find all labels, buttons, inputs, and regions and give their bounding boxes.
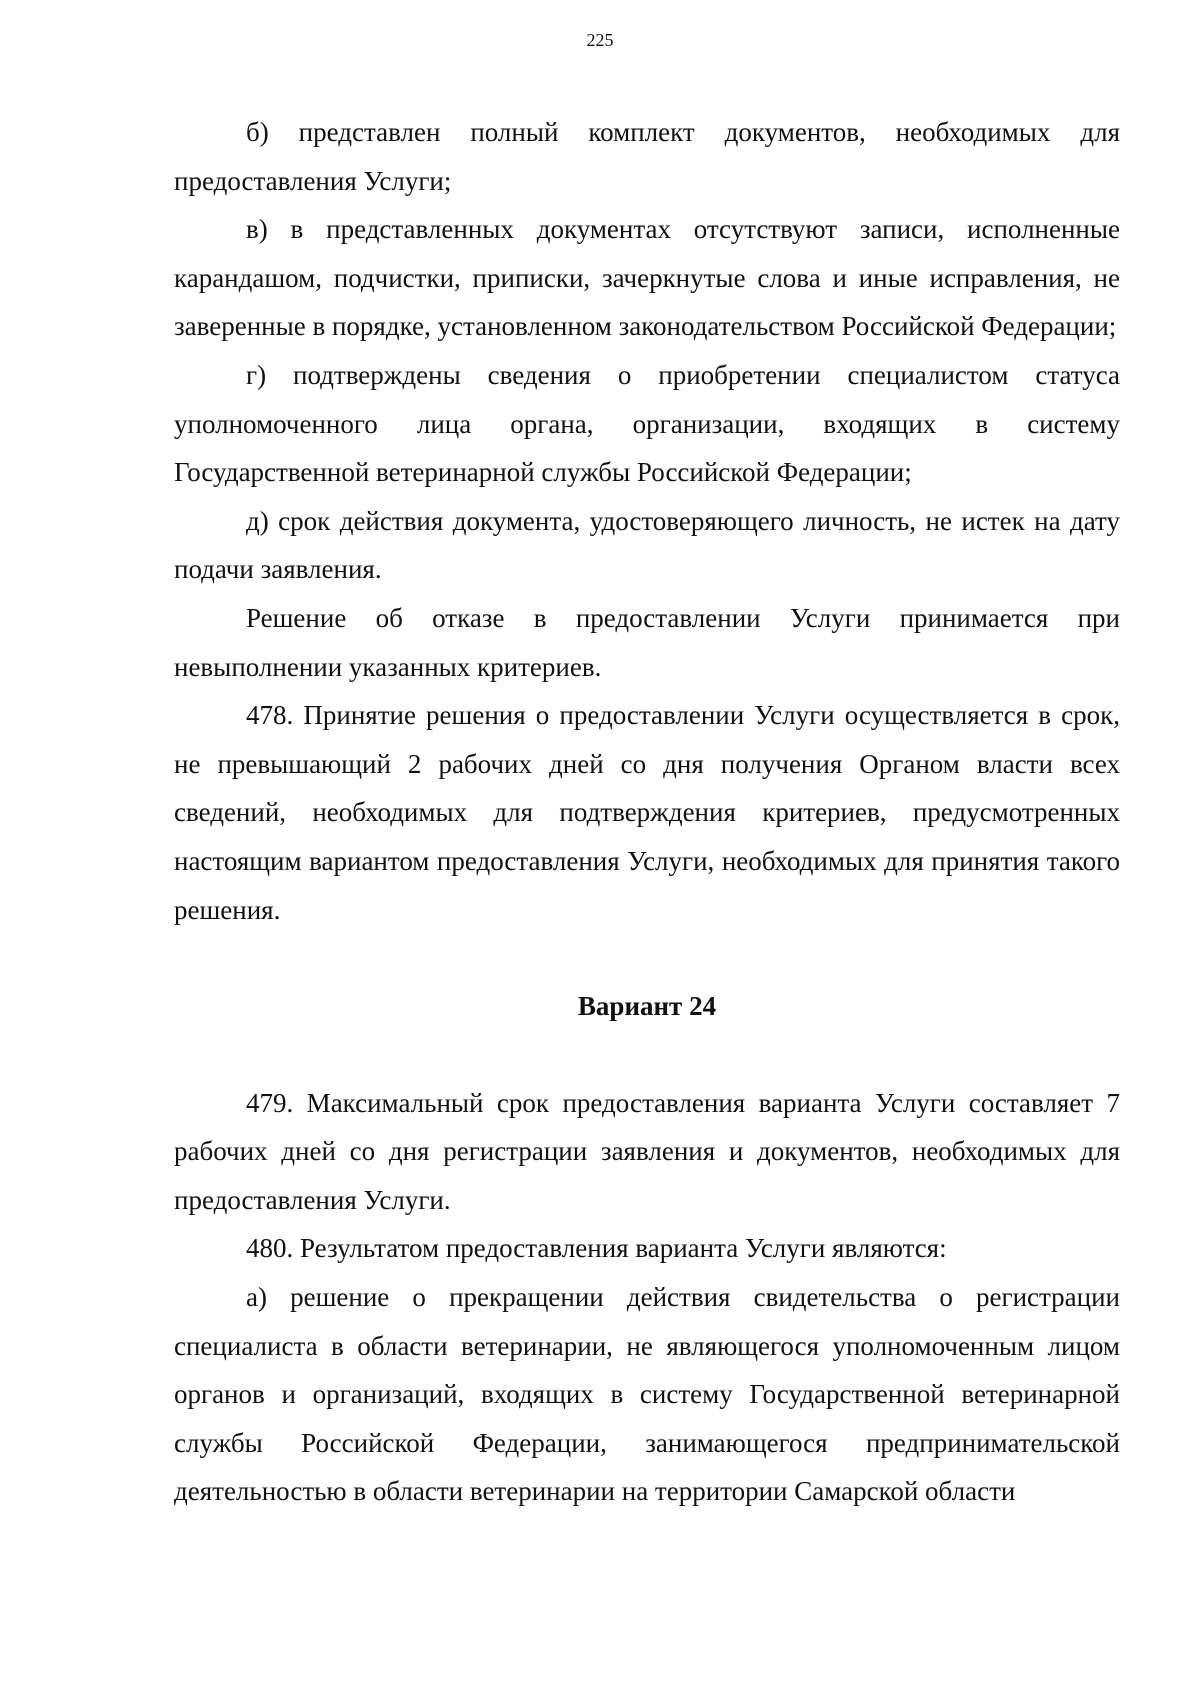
- paragraph-refusal-decision: Решение об отказе в предоставлении Услуги принимается при невыполнении указанных критериев.: [174, 602, 1120, 682]
- paragraph-item-a: а) решение о прекращении действия свидетельства о регистрации специалиста в области ветеринарии, не являющегося уполномоченным лицом органов и организаций, входящих в систему Государственной ветеринарной службы Российской Федерации, занимающегося предпринимательской деятельностью в области ветеринарии на территории Самарской области: [174, 1282, 1120, 1507]
- paragraph-clause-478: 478. Принятие решения о предоставлении Услуги осуществляется в срок, не превышающий 2 рабочих дней со дня получения Органом власти всех сведений, необходимых для подтверждения критериев, предусмотренных настоящим вариантом предоставления Услуги, необходимых для принятия такого решения.: [174, 700, 1120, 925]
- paragraph-item-d: д) срок действия документа, удостоверяющего личность, не истек на дату подачи заявления.: [174, 505, 1120, 585]
- paragraph-item-v: в) в представленных документах отсутствуют записи, исполненные карандашом, подчистки, приписки, зачеркнутые слова и иные исправления, не заверенные в порядке, установленном законодательством Российской Федерации;: [174, 214, 1120, 342]
- page-number: 225: [586, 30, 614, 50]
- paragraph-item-b: б) представлен полный комплект документов, необходимых для предоставления Услуги;: [174, 117, 1120, 196]
- paragraph-item-g: г) подтверждены сведения о приобретении специалистом статуса уполномоченного лица органа, организации, входящих в систему Государственной ветеринарной службы Российской Федерации;: [174, 359, 1120, 488]
- section-heading: Вариант 24: [577, 991, 717, 1022]
- paragraph-clause-480: 480. Результатом предоставления варианта Услуги являются:: [246, 1233, 947, 1264]
- paragraph-clause-479: 479. Максимальный срок предоставления варианта Услуги составляет 7 рабочих дней со дня регистрации заявления и документов, необходимых для предоставления Услуги.: [174, 1087, 1120, 1215]
- document-body: [174, 108, 1120, 1516]
